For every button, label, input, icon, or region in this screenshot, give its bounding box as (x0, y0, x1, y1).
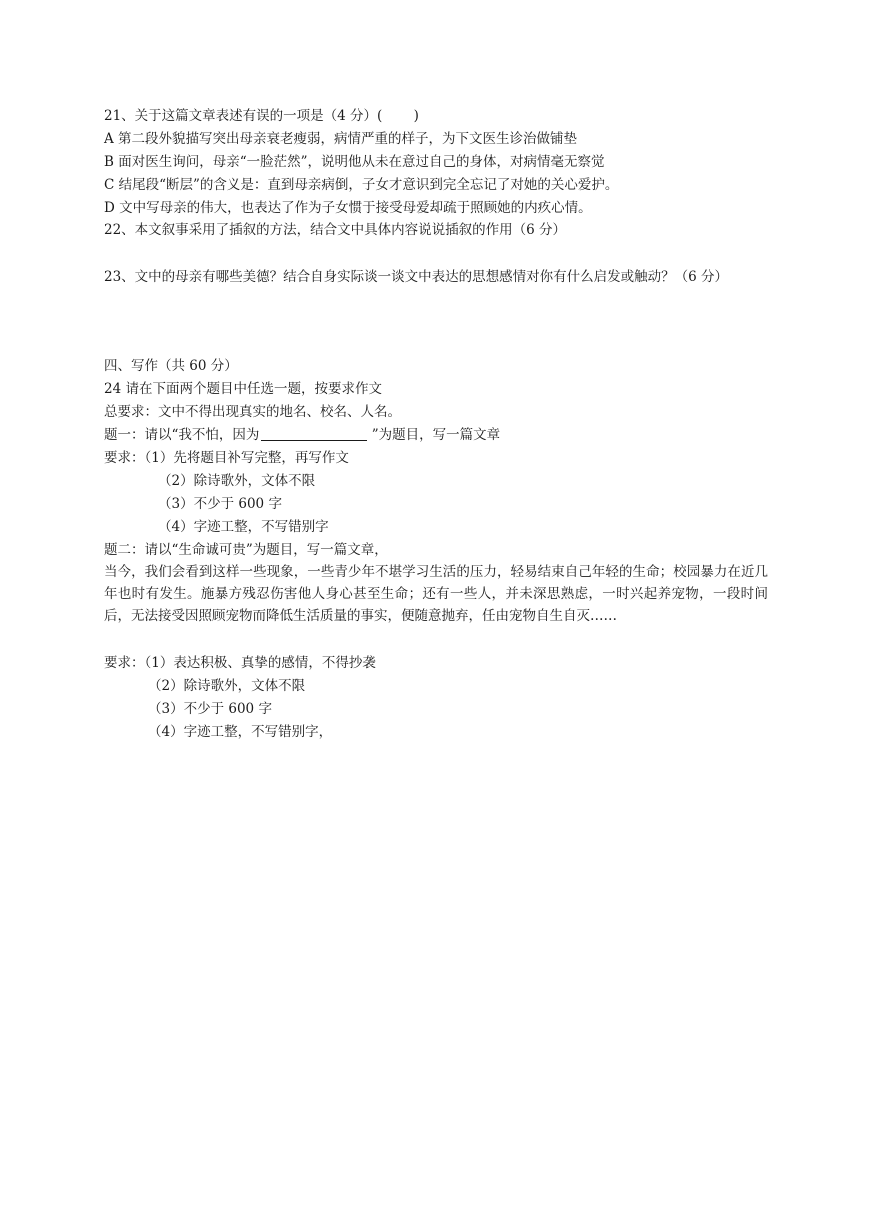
general-requirement: 总要求：文中不得出现真实的地名、校名、人名。 (104, 404, 401, 420)
topic-2-requirement-1: 要求：（1）表达积极、真挚的感情，不得抄袭 (104, 655, 376, 671)
topic-1-prompt-before: 题一：请以“我不怕，因为 (104, 427, 260, 443)
question-21-option-a: A 第二段外貌描写突出母亲衰老瘦弱，病情严重的样子，为下文医生诊治做铺垫 (104, 131, 578, 147)
topic-1-requirement-4: （4）字迹工整，不写错别字 (158, 519, 329, 535)
question-22: 22、本文叙事采用了插叙的方法，结合文中具体内容说说插叙的作用（6 分） (104, 222, 567, 238)
question-21-option-b: B 面对医生询问，母亲“一脸茫然”，说明他从未在意过自己的身体，对病情毫无察觉 (104, 154, 605, 170)
question-21-option-c: C 结尾段“断层”的含义是：直到母亲病倒，子女才意识到完全忘记了对她的关心爱护。 (104, 177, 619, 193)
title-fill-in-blank (261, 426, 367, 441)
topic-1-prompt (104, 424, 500, 446)
topic-2-requirement-2: （2）除诗歌外，文体不限 (148, 678, 306, 694)
topic-2-requirement-3: （3）不少于 600 字 (148, 701, 272, 717)
topic-2-passage: 当今，我们会看到这样一些现象，一些青少年不堪学习生活的压力，轻易结束自己年轻的生命；校园暴力在近几年也时有发生。施暴方残忍伤害他人身心甚至生命；还有一些人，并未深思熟虑，一时兴起养宠物，一段时间后，无法接受因照顾宠物而降低生活质量的事实，便随意抛弃，任由宠物自生自灭…… (104, 564, 768, 624)
writing-section-title: 四、写作（共 60 分） (104, 358, 238, 374)
topic-2-requirement-4: （4）字迹工整，不写错别字， (148, 724, 333, 740)
question-21-stem: 21、关于这篇文章表述有误的一项是（4 分）( ) (104, 108, 419, 124)
topic-1-requirement-1: 要求：（1）先将题目补写完整，再写作文 (104, 450, 349, 466)
question-21-option-d: D 文中写母亲的伟大，也表达了作为子女惯于接受母爱却疏于照顾她的内疚心情。 (104, 200, 592, 216)
topic-1-requirement-3: （3）不少于 600 字 (158, 496, 282, 512)
question-24-intro: 24 请在下面两个题目中任选一题，按要求作文 (104, 381, 382, 397)
topic-1-prompt-after: ”为题目，写一篇文章 (367, 427, 501, 443)
topic-1-requirement-2: （2）除诗歌外，文体不限 (158, 473, 316, 489)
topic-2-prompt: 题二：请以“生命诚可贵”为题目，写一篇文章， (104, 542, 388, 558)
question-23: 23、文中的母亲有哪些美德？结合自身实际谈一谈文中表达的思想感情对你有什么启发或触动？（6 分） (104, 269, 729, 285)
